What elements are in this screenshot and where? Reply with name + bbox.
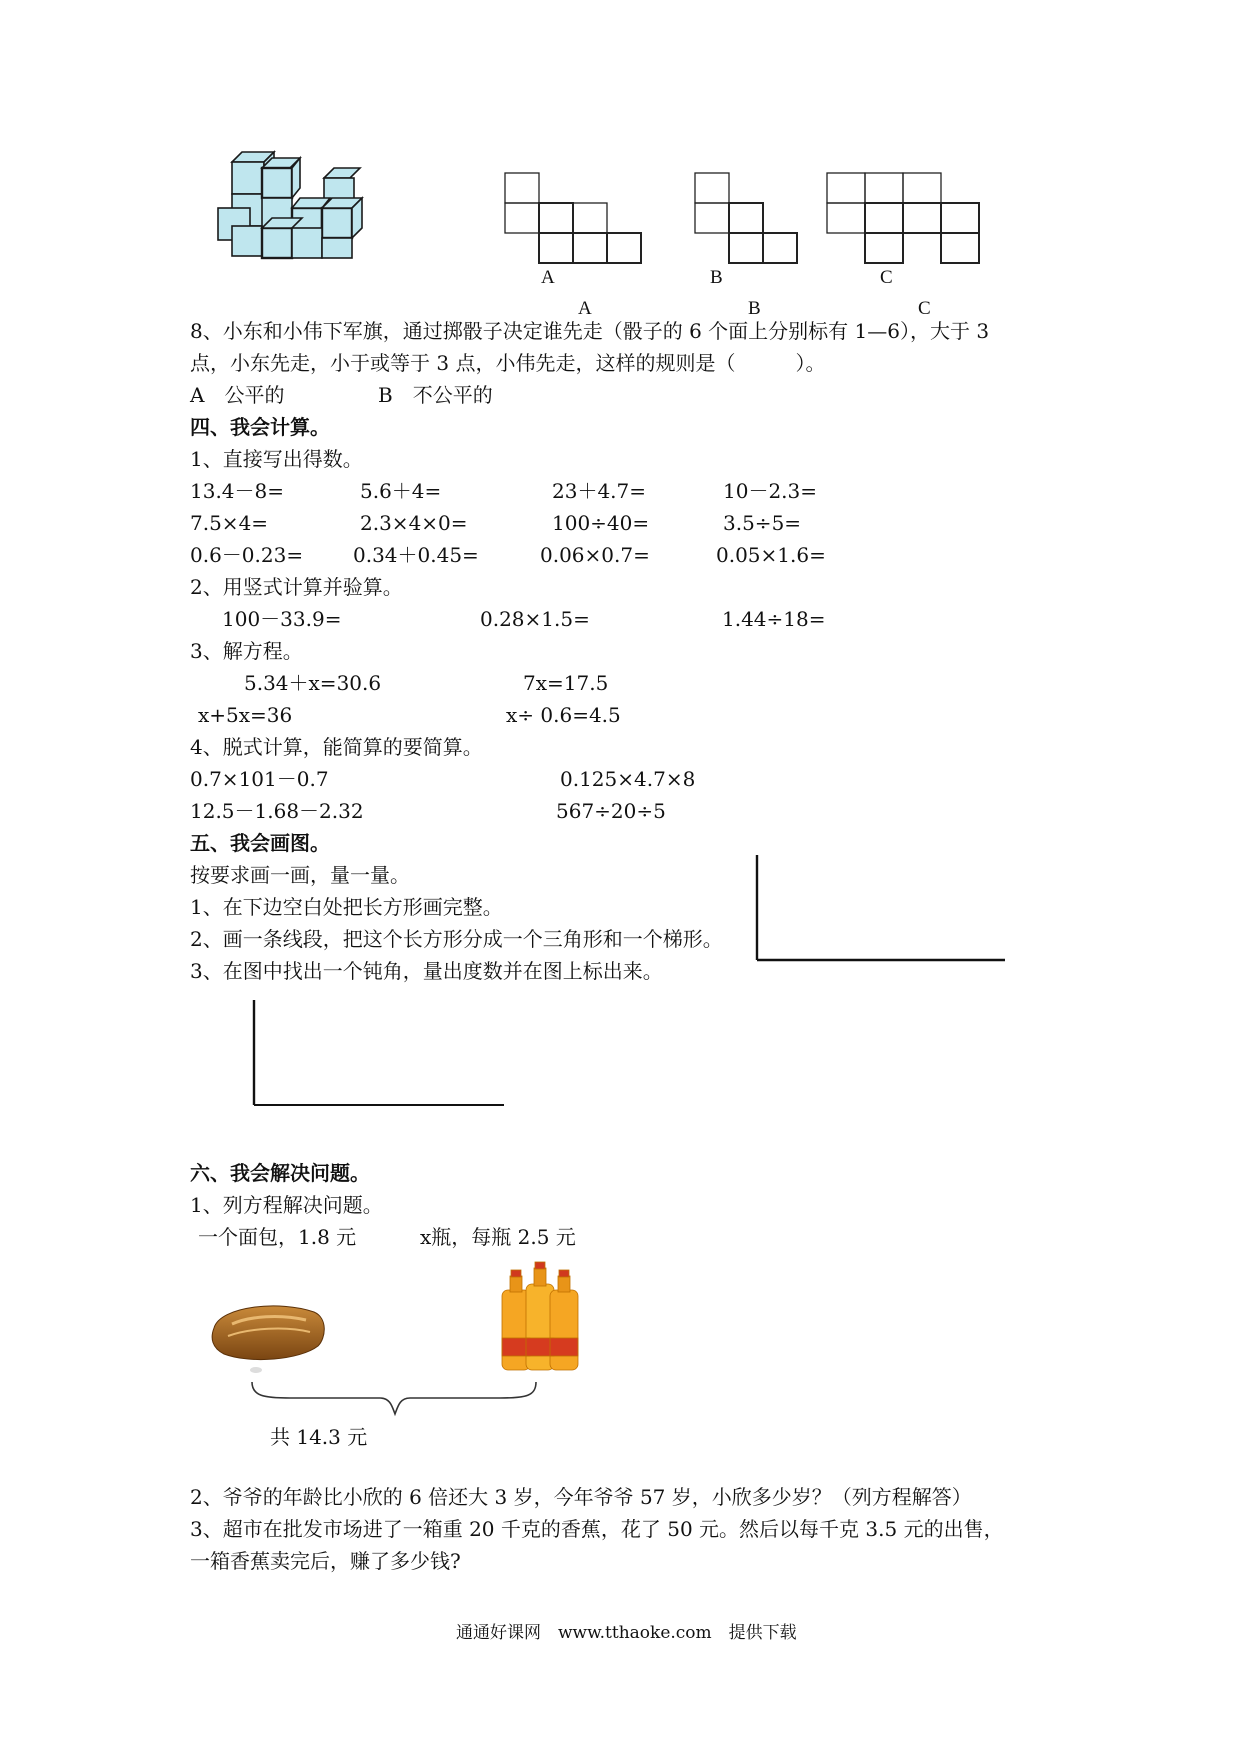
cube-stack-figure [220, 150, 425, 295]
calc-r1-c1: 13.4－8= [190, 479, 285, 503]
q8-line2: 点，小东先走，小于或等于 3 点，小伟先走，这样的规则是（ ）。 [190, 351, 826, 375]
total-price-text: 共 14.3 元 [270, 1425, 368, 1449]
cube-option-label-a: A [578, 298, 592, 319]
footer-text: 通通好课网 www.tthaoke.com 提供下载 [456, 1623, 797, 1643]
juice-bottles-image [492, 1262, 592, 1376]
calc-r1-c2: 5.6＋4= [360, 479, 442, 503]
net-label-c: C [880, 267, 893, 288]
calc-r3-c1: 0.6－0.23= [190, 543, 304, 567]
calc-r3-c2: 0.34＋0.45= [353, 543, 479, 567]
rectangle-corner-lines-right [755, 855, 1010, 965]
calc-r2-c2: 2.3×4×0= [360, 511, 468, 535]
calc-r3-c3: 0.06×0.7= [540, 543, 650, 567]
s4-p4-title: 4、脱式计算，能简算的要简算。 [190, 735, 483, 759]
total-brace [250, 1380, 540, 1420]
stepwise-3: 12.5－1.68－2.32 [190, 799, 364, 823]
equation-4: ⅹ÷ 0.6=4.5 [506, 703, 621, 727]
rectangle-corner-lines-left [252, 1000, 507, 1110]
bottle-price-text: ⅹ瓶，每瓶 2.5 元 [420, 1225, 576, 1249]
s4-p3-title: 3、解方程。 [190, 639, 303, 663]
net-figure-c [826, 172, 986, 272]
q8-option-b: B 不公平的 [378, 383, 493, 407]
s4-p1-title: 1、直接写出得数。 [190, 447, 363, 471]
stepwise-1: 0.7×101－0.7 [190, 767, 329, 791]
calc-r1-c4: 10－2.3= [723, 479, 818, 503]
q8-line1: 8、小东和小伟下军旗，通过掷骰子决定谁先走（骰子的 6 个面上分别标有 1—6），大于 3 [190, 319, 990, 343]
net-figure-b [694, 172, 824, 272]
s6-p3-line1: 3、超市在批发市场进了一箱重 20 千克的香蕉，花了 50 元。然后以每千克 3.5 元的出售， [190, 1517, 1004, 1541]
section5-title: 五、我会画图。 [190, 831, 330, 855]
s5-item-3: 3、在图中找出一个钝角，量出度数并在图上标出来。 [190, 959, 663, 983]
s6-p2: 2、爷爷的年龄比小欣的 6 倍还大 3 岁，今年爷爷 57 岁，小欣多少岁？（列方程解答） [190, 1485, 972, 1509]
equation-1: 5.34＋ⅹ=30.6 [244, 671, 382, 695]
cube-option-label-c: C [918, 298, 931, 319]
calc-r1-c3: 23＋4.7= [552, 479, 647, 503]
vertical-calc-1: 100－33.9= [222, 607, 342, 631]
bread-image [210, 1298, 330, 1378]
net-label-b: B [710, 267, 723, 288]
section4-title: 四、我会计算。 [190, 415, 330, 439]
calc-r2-c1: 7.5×4= [190, 511, 269, 535]
calc-r2-c3: 100÷40= [552, 511, 650, 535]
s4-p2-title: 2、用竖式计算并验算。 [190, 575, 403, 599]
net-label-a: A [541, 267, 555, 288]
section6-title: 六、我会解决问题。 [190, 1161, 370, 1185]
calc-r2-c4: 3.5÷5= [723, 511, 802, 535]
calc-r3-c4: 0.05×1.6= [716, 543, 826, 567]
s5-item-1: 1、在下边空白处把长方形画完整。 [190, 895, 503, 919]
q8-option-a: A 公平的 [190, 383, 285, 407]
stepwise-4: 567÷20÷5 [556, 799, 666, 823]
equation-2: 7ⅹ=17.5 [523, 671, 609, 695]
s6-p3-line2: 一箱香蕉卖完后，赚了多少钱? [190, 1549, 461, 1573]
equation-3: ⅹ+5ⅹ=36 [198, 703, 293, 727]
stepwise-2: 0.125×4.7×8 [560, 767, 696, 791]
net-figure-a [504, 172, 664, 272]
vertical-calc-3: 1.44÷18= [722, 607, 826, 631]
s6-p1-title: 1、列方程解决问题。 [190, 1193, 383, 1217]
cube-option-label-b: B [748, 298, 761, 319]
vertical-calc-2: 0.28×1.5= [480, 607, 590, 631]
s5-item-2: 2、画一条线段，把这个长方形分成一个三角形和一个梯形。 [190, 927, 723, 951]
s5-intro: 按要求画一画，量一量。 [190, 863, 410, 887]
bread-price-text: 一个面包，1.8 元 [198, 1225, 357, 1249]
